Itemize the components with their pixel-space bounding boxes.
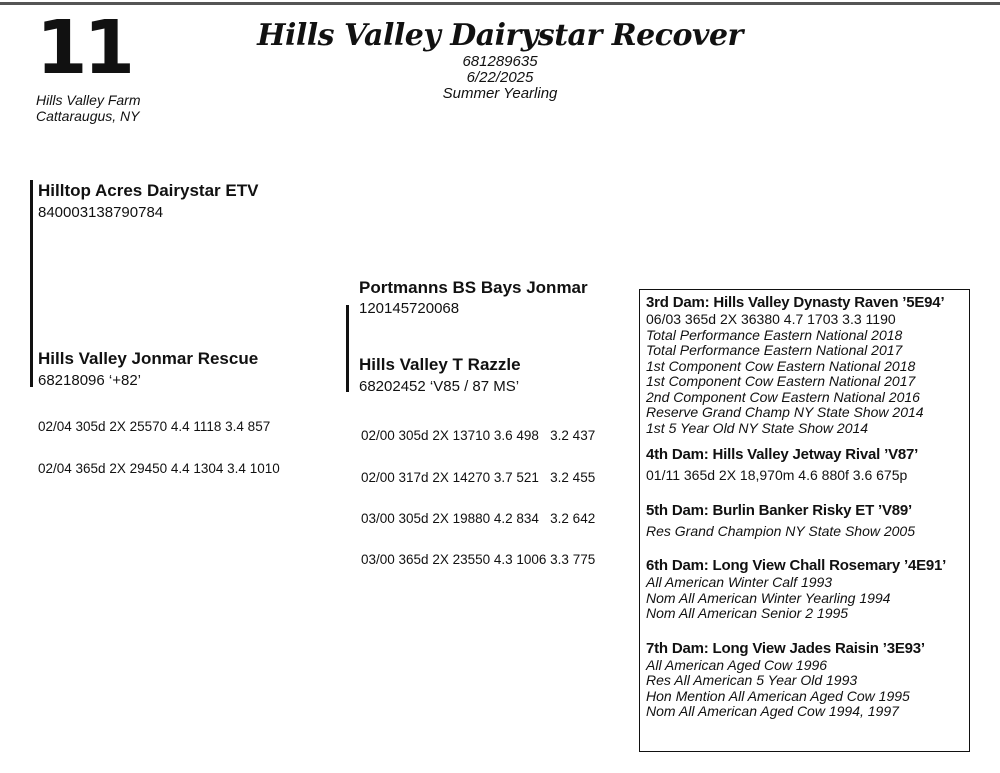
fourth-dam	[646, 446, 969, 484]
dam-award: 1st Component Cow Eastern National 2018	[646, 357, 916, 374]
dam-award: Hon Mention All American Aged Cow 1995	[646, 687, 910, 704]
record-line: 03/00 305d 2X 19880 4.2 834 3.2 642	[361, 510, 596, 526]
dam-id: 68218096 ‘+82’	[38, 372, 142, 389]
pedigree-bracket-middle	[346, 305, 349, 392]
animal-name: Hills Valley Dairystar Recover	[257, 18, 743, 53]
record-line: 02/00 305d 2X 13710 3.6 498 3.2 437	[361, 428, 596, 444]
dam-award: All American Winter Calf 1993	[646, 574, 833, 590]
dam-name: Hills Valley Jonmar Rescue	[38, 349, 259, 368]
dam-award: Total Performance Eastern National 2017	[646, 342, 903, 358]
dam-award: Reserve Grand Champ NY State Show 2014	[646, 404, 924, 420]
seventh-dam	[646, 640, 969, 720]
registration-number: 681289635	[462, 53, 538, 70]
farm-name: Hills Valley Farm	[36, 92, 141, 108]
record-line: 03/00 365d 2X 23550 4.3 1006 3.3 775	[361, 551, 596, 567]
dam-award: Total Performance Eastern National 2018	[646, 326, 903, 343]
dam-title: 7th Dam: Long View Jades Raisin ’3E93’	[646, 639, 925, 657]
sire-name: Hilltop Acres Dairystar ETV	[38, 181, 259, 200]
show-class: Summer Yearling	[442, 85, 558, 102]
consignor	[36, 92, 141, 124]
sire-id: 840003138790784	[38, 204, 164, 221]
maternal-grandsire-id: 120145720068	[359, 300, 460, 317]
record-line: 02/00 317d 2X 14270 3.7 521 3.2 455	[361, 469, 596, 485]
maternal-granddam-name: Hills Valley T Razzle	[359, 355, 521, 374]
maternal-granddam-records	[361, 402, 595, 580]
dam-award: Nom All American Aged Cow 1994, 1997	[646, 703, 899, 719]
dam-award: Res All American 5 Year Old 1993	[646, 672, 858, 688]
top-rule	[0, 2, 1000, 5]
dam-record: 01/11 365d 2X 18,970m 4.6 880f 3.6 675p	[646, 467, 908, 483]
lot-number: 11	[36, 5, 131, 91]
record-line: 02/04 305d 2X 25570 4.4 1118 3.4 857	[38, 419, 271, 434]
dam-title: 5th Dam: Burlin Banker Risky ET ’V89’	[646, 501, 913, 519]
dam-title: 6th Dam: Long View Chall Rosemary ’4E91’	[646, 557, 947, 574]
dam-records	[38, 392, 280, 490]
dam-award: 1st 5 Year Old NY State Show 2014	[646, 419, 869, 436]
third-dam	[646, 294, 969, 436]
dam-award: Nom All American Winter Yearling 1994	[646, 589, 891, 606]
dam-title: 4th Dam: Hills Valley Jetway Rival ’V87’	[646, 446, 919, 463]
pedigree-bracket-left	[30, 180, 33, 387]
animal-header	[250, 18, 750, 102]
dam-award: Res Grand Champion NY State Show 2005	[646, 522, 916, 539]
sixth-dam	[646, 557, 969, 622]
maternal-grandsire-name: Portmanns BS Bays Jonmar	[359, 278, 588, 297]
fifth-dam	[646, 502, 969, 540]
dam-award: 1st Component Cow Eastern National 2017	[646, 373, 916, 389]
maternal-granddam-id: 68202452 ‘V85 / 87 MS’	[359, 378, 520, 395]
record-line: 02/04 365d 2X 29450 4.4 1304 3.4 1010	[38, 461, 280, 476]
dam-family-box	[639, 289, 970, 752]
dam-title: 3rd Dam: Hills Valley Dynasty Raven ’5E94’	[646, 294, 945, 311]
dam-award: 2nd Component Cow Eastern National 2016	[646, 388, 920, 405]
birth-date: 6/22/2025	[466, 69, 534, 86]
dam-award: Nom All American Senior 2 1995	[646, 605, 849, 621]
dam-award: All American Aged Cow 1996	[646, 656, 828, 673]
dam-record: 06/03 365d 2X 36380 4.7 1703 3.3 1190	[646, 311, 896, 327]
farm-location: Cattaraugus, NY	[36, 108, 140, 124]
